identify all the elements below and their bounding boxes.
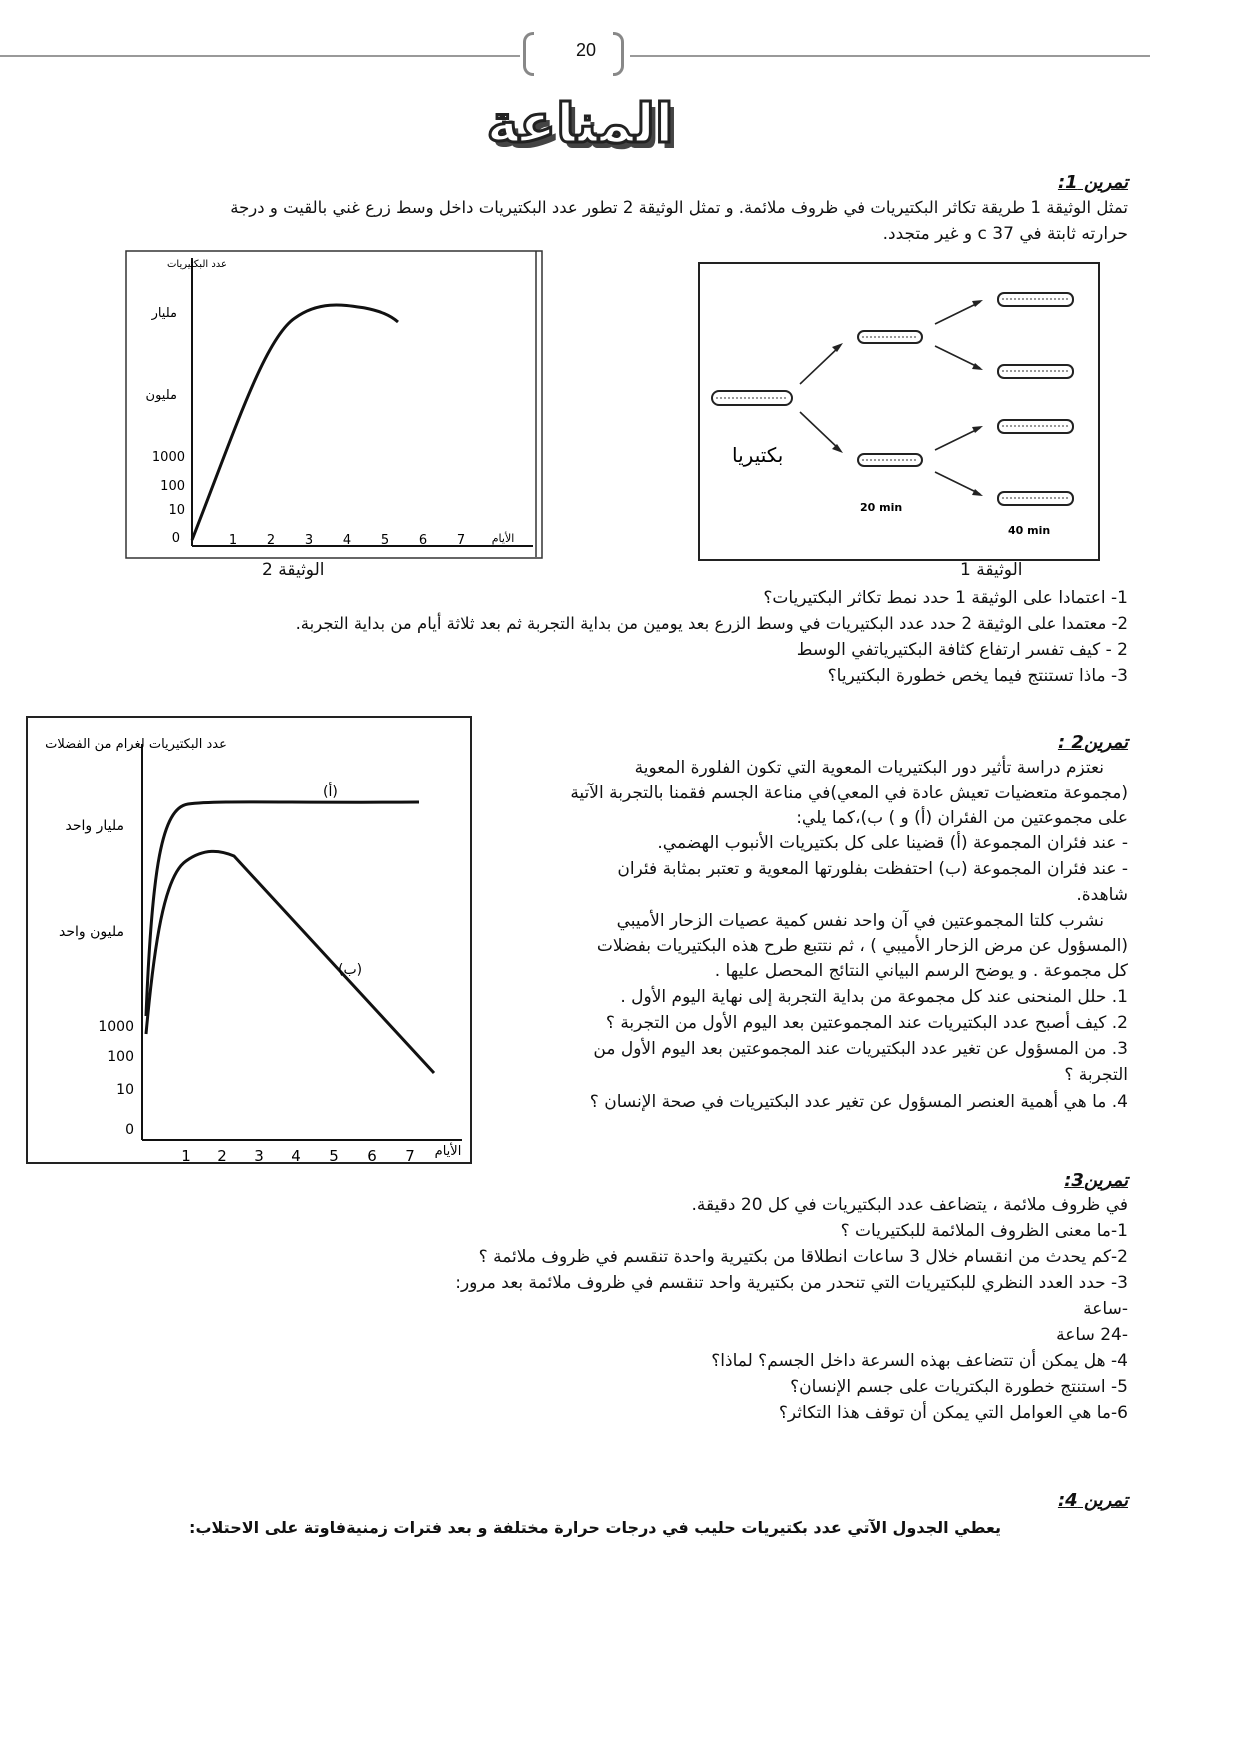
doc2-growth-curve: [192, 305, 398, 540]
ex2-y-tick-10: 10: [116, 1082, 134, 1098]
ex2-label-a: (أ): [323, 784, 338, 800]
ex2-y-tick-100: 100: [107, 1049, 134, 1065]
ex4-text: يعطي الجدول الآتي عدد بكتيريات حليب في درجات حرارة مختلفة و بعد فترات زمنيةفاوتة على الاحتلاب:: [189, 1518, 1001, 1537]
ex3-line-8: 5- استنتج خطورة البكتريات على جسم الإنسان؟: [790, 1377, 1128, 1397]
doc2-y-tick-million: مليون: [145, 388, 177, 403]
ex2-line-1: نعتزم دراسة تأثير دور البكتيريات المعوية التي تكون الفلورة المعوية: [634, 758, 1104, 778]
ex2-y-tick-0: 0: [125, 1122, 134, 1138]
ex3-line-7: 4- هل يمكن أن تتضاعف بهذه السرعة داخل الجسم؟ لماذا؟: [711, 1351, 1128, 1371]
ex2-line-4: - عند فئران المجموعة (أ) قضينا على كل بكتيريات الأنبوب الهضمي.: [657, 833, 1128, 853]
doc2-growth-chart: [125, 250, 545, 560]
ex2-question-3: 3. من المسؤول عن تغير عدد البكتيريات عند المجموعتين بعد اليوم الأول من: [593, 1039, 1128, 1059]
doc1-division-diagram: [690, 262, 1100, 562]
doc2-x-tick-3: 3: [304, 533, 314, 548]
header-line-right: [630, 55, 1150, 57]
ex2-y-tick-billion: مليار واحد: [65, 818, 124, 834]
ex2-y-tick-1000: 1000: [98, 1019, 134, 1035]
ex2-question-2: 2. كيف أصبح عدد البكتيريات عند المجموعتين بعد اليوم الأول من التجربة ؟: [605, 1013, 1128, 1033]
ex2-line-5: - عند فئران المجموعة (ب) احتفظت بفلورتها المعوية و تعتبر بمثابة فئران: [617, 859, 1128, 879]
page-title: المناعة: [486, 92, 674, 155]
doc2-y-tick-100: 100: [160, 479, 185, 494]
doc2-y-tick-billion: مليار: [151, 306, 177, 321]
ex1-intro-line1: تمثل الوثيقة 1 طريقة تكاثر البكتيريات في ظروف ملائمة. و تمثل الوثيقة 2 تطور عدد البكتيريات داخل وسط زرع غني بالقيت و درجة: [230, 198, 1128, 217]
ex2-line-7: نشرب كلتا المجموعتين في آن واحد نفس كمية عصيات الزحار الأميبي: [616, 911, 1104, 931]
ex2-line-2: (مجموعة متعضيات تعيش عادة في المعي)في مناعة الجسم فقمنا بالتجربة الآتية: [570, 783, 1128, 803]
ex2-line-9: كل مجموعة . و يوضح الرسم البياني النتائج المحصل عليها .: [714, 961, 1128, 981]
doc2-y-tick-0: 0: [171, 531, 180, 546]
ex2-chart: [26, 716, 474, 1166]
doc2-x-tick-2: 2: [266, 533, 276, 548]
header-bracket-right: [613, 32, 624, 76]
doc2-x-tick-4: 4: [342, 533, 352, 548]
ex2-question-4: 4. ما هي أهمية العنصر المسؤول عن تغير عدد البكتيريات في صحة الإنسان ؟: [589, 1092, 1128, 1112]
ex2-x-tick-4: 4: [291, 1147, 301, 1165]
doc2-x-label: الأيام: [491, 532, 515, 545]
ex2-y-ticks: [59, 818, 134, 1138]
time-label-20min: 20 min: [860, 501, 903, 514]
ex3-line-6: -24 ساعة: [1056, 1325, 1128, 1345]
ex3-title: تمرين3:: [1064, 1170, 1128, 1191]
ex1-question-2: 2- معتمدا على الوثيقة 2 حدد عدد البكتيريات في وسط الزرع بعد يومين من بداية التجربة ثم بعد ثلاثة أيام من بداية التجربة.: [295, 614, 1128, 633]
doc2-x-tick-1: 1: [228, 533, 238, 548]
doc2-y-ticks: [146, 306, 185, 546]
ex2-line-3: على مجموعتين من الفئران (أ) و ) ب)،كما يلي:: [796, 808, 1128, 828]
page-number: 20: [575, 40, 597, 60]
doc2-y-tick-10: 10: [168, 503, 185, 518]
ex3-line-2: 1-ما معنى الظروف الملائمة للبكتيريات ؟: [840, 1221, 1128, 1241]
doc2-caption: الوثيقة 2: [262, 560, 325, 580]
ex2-x-tick-3: 3: [254, 1147, 264, 1165]
ex2-y-title: عدد البكتيريات لغرام من الفضلات: [45, 737, 227, 752]
ex2-line-8: (المسؤول عن مرض الزحار الأميبي ) ، ثم نتتبع طرح هذه البكتيريات بفضلات: [596, 936, 1128, 956]
bacteria-label: بكتيريا: [732, 443, 784, 467]
ex2-y-tick-million: مليون واحد: [59, 924, 124, 940]
ex3-line-1: في ظروف ملائمة ، يتضاعف عدد البكتيريات في كل 20 دقيقة.: [691, 1195, 1128, 1215]
ex1-intro-line2: حرارته ثابتة في c 37 و غير متجدد.: [882, 224, 1128, 244]
ex3-line-4: 3- حدد العدد النظري للبكتيريات التي تنحدر من بكتيرية واحد تنقسم في ظروف ملائمة بعد مرور:: [455, 1273, 1128, 1293]
ex2-x-tick-6: 6: [367, 1147, 377, 1165]
ex2-x-tick-1: 1: [181, 1147, 191, 1165]
ex3-line-5: -ساعة: [1083, 1299, 1128, 1319]
ex2-question-1: 1. حلل المنحنى عند كل مجموعة من بداية التجربة إلى نهاية اليوم الأول .: [620, 987, 1128, 1007]
ex2-x-tick-7: 7: [405, 1147, 415, 1165]
ex3-line-9: 6-ما هي العوامل التي يمكن أن توقف هذا التكاثر؟: [778, 1403, 1128, 1423]
doc2-x-tick-5: 5: [380, 533, 390, 548]
doc2-y-tick-1000: 1000: [151, 450, 185, 465]
ex2-line-6: شاهدة.: [1076, 885, 1128, 905]
ex2-question-3-cont: التجربة ؟: [1064, 1065, 1128, 1085]
ex1-question-4: 3- ماذا تستنتج فيما يخص خطورة البكتيريا؟: [827, 666, 1128, 686]
ex2-x-tick-2: 2: [217, 1147, 227, 1165]
ex4-title: تمرين 4:: [1057, 1490, 1128, 1511]
ex2-x-tick-5: 5: [329, 1147, 339, 1165]
ex2-title: تمرين2 :: [1057, 732, 1128, 753]
ex2-curve-b: [146, 851, 434, 1073]
ex2-label-b: (ب): [338, 962, 363, 978]
time-label-40min: 40 min: [1008, 524, 1051, 537]
ex3-line-3: 2-كم يحدث من انقسام خلال 3 ساعات انطلاقا من بكتيرية واحدة تنقسم في ظروف ملائمة ؟: [478, 1247, 1128, 1267]
doc1-caption: الوثيقة 1: [960, 560, 1023, 580]
ex1-question-1: 1- اعتمادا على الوثيقة 1 حدد نمط تكاثر البكتيريات؟: [763, 588, 1128, 608]
doc2-x-tick-7: 7: [456, 533, 466, 548]
ex1-question-3: 2 - كيف تفسر ارتفاع كثافة البكتيرياتفي الوسط: [796, 640, 1128, 660]
doc2-y-title: عدد البكتيريات: [166, 259, 228, 270]
doc2-x-tick-6: 6: [418, 533, 428, 548]
header-line-left: [0, 55, 520, 57]
ex2-x-label: الأيام: [434, 1144, 462, 1159]
ex1-title: تمرين 1:: [1057, 172, 1128, 193]
header-bracket-left: [523, 32, 534, 76]
